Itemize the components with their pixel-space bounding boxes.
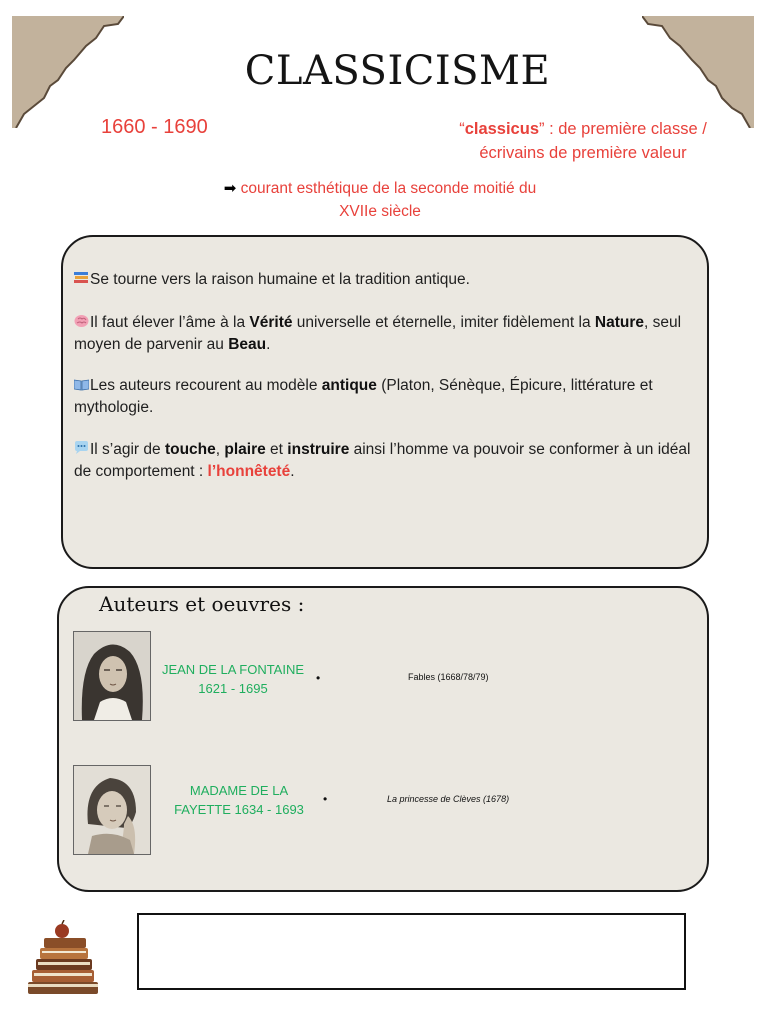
etymology-text-line2: écrivains de première valeur <box>479 144 687 162</box>
keyword-touche: touche <box>164 441 216 458</box>
author-portrait <box>73 631 151 721</box>
right-arrow-icon: ➡ <box>223 180 237 197</box>
keyword-plaire: plaire <box>224 441 266 458</box>
movement-definition-line2: XVIIe siècle <box>339 203 421 220</box>
empty-text-box <box>137 913 686 990</box>
principle-text: . <box>290 463 295 480</box>
keyword-honnetete: l’honnêteté <box>207 463 291 480</box>
principle-text: , seul moyen de parvenir au <box>74 314 682 353</box>
principle-item <box>74 375 704 419</box>
principle-text: , <box>215 441 225 458</box>
keyword-nature: Nature <box>594 314 644 331</box>
author-work: Fables (1668/78/79) <box>408 672 489 682</box>
speech-bubble-emoji-icon <box>74 441 89 455</box>
period-dates: 1660 - 1690 <box>101 116 208 138</box>
principle-text: et <box>265 441 288 458</box>
principle-text: Les auteurs recourent au modèle <box>90 377 322 394</box>
principle-text: universelle et éternelle, imiter fidèlement la <box>292 314 595 331</box>
principle-text: . <box>266 336 271 353</box>
list-bullet: • <box>323 792 328 806</box>
author-portrait <box>73 765 151 855</box>
principle-text: Il faut élever l’âme à la <box>90 314 250 331</box>
etymology-note <box>410 117 756 165</box>
principle-text: ainsi l’homme va pouvoir se conformer à un idéal de comportement : <box>74 441 691 480</box>
principle-item <box>74 312 704 356</box>
etymology-word: classicus <box>464 120 539 138</box>
keyword-antique: antique <box>321 377 377 394</box>
authors-panel <box>57 586 709 892</box>
books-emoji-icon <box>74 271 89 285</box>
principle-text: Il s’agir de <box>90 441 165 458</box>
author-work: La princesse de Clèves (1678) <box>387 794 510 804</box>
etymology-quote: “ <box>459 120 465 138</box>
authors-section-title: Auteurs et oeuvres : <box>99 592 305 616</box>
etymology-text: ” : de première classe / <box>539 120 707 138</box>
principle-text: Se tourne vers la raison humaine et la tradition antique. <box>90 271 470 288</box>
principle-text: (Platon, Sénèque, Épicure, littérature et mythologie. <box>74 377 653 416</box>
page-title: CLASSICISME <box>244 48 551 94</box>
brain-emoji-icon <box>74 314 89 328</box>
author-name <box>164 781 314 819</box>
movement-definition <box>170 177 590 223</box>
author-name-line1: MADAME DE LA <box>189 783 289 798</box>
author-name-line2: FAYETTE 1634 - 1693 <box>174 802 304 817</box>
principle-item <box>74 269 704 291</box>
books-stack-icon <box>22 920 102 1000</box>
author-dates: 1621 - 1695 <box>198 681 268 696</box>
keyword-beau: Beau <box>228 336 267 353</box>
principle-item <box>74 439 704 483</box>
keyword-verite: Vérité <box>249 314 293 331</box>
open-book-emoji-icon <box>74 377 89 391</box>
keyword-instruire: instruire <box>287 441 350 458</box>
author-name <box>152 660 314 698</box>
list-bullet: • <box>316 671 321 685</box>
author-name-line1: JEAN DE LA FONTAINE <box>161 662 305 677</box>
movement-definition-line1: courant esthétique de la seconde moitié du <box>236 180 537 197</box>
